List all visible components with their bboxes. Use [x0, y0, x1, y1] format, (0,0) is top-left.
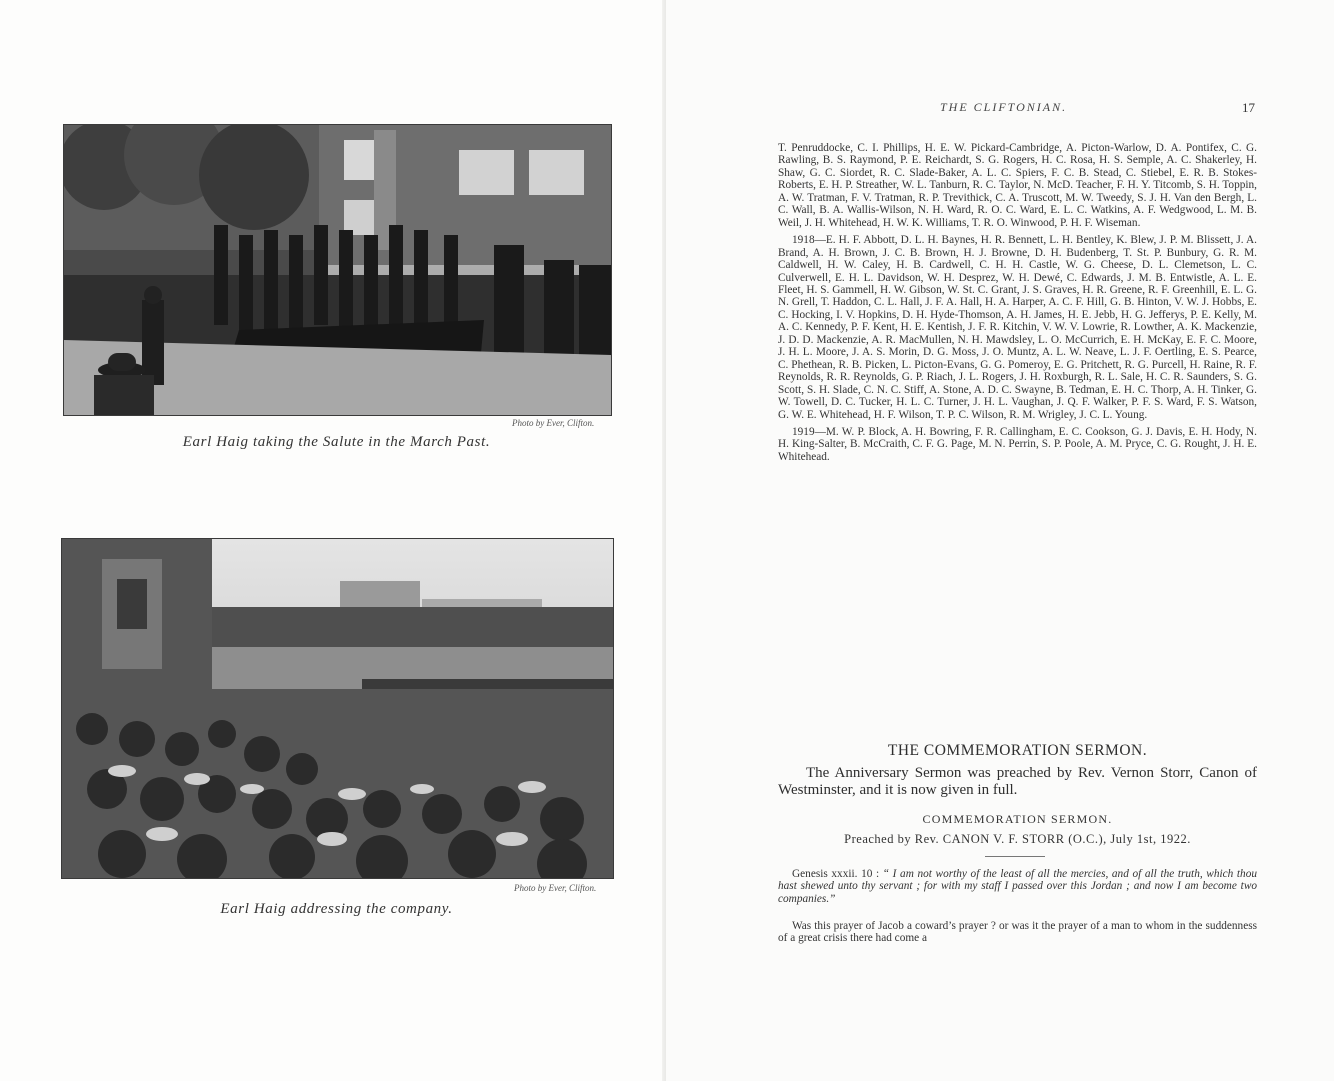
left-page: [0, 0, 666, 1081]
photo-credit-1: Photo by Ever, Clifton.: [512, 418, 595, 428]
photo-addressing-company-image: [62, 539, 613, 878]
list-paragraph-1919: 1919—M. W. P. Block, A. H. Bowring, F. R. Callingham, E. C. Cookson, G. J. Davis, E. H. Hody, N. H. King-Salter, B. McCraith, C. F. G. Page, M. N. Perrin, S. P. Poole, A. M. Pryce, C. G. Rought, J. H. E. Whitehead.: [778, 425, 1257, 463]
photo-addressing-company: [61, 538, 614, 879]
list-paragraph-1918: 1918—E. H. F. Abbott, D. L. H. Baynes, H. R. Bennett, L. H. Bentley, K. Blew, J. P. M. Blissett, J. A. Brand, A. H. Brown, J. C. B. Brown, H. J. Browne, D. H. Budenberg, T. St. P. Bunbury, G. R. M. Caldwell, H. W. Caley, H. B. Cardwell, C. H. H. Castle, W. G. Cheese, D. L. Clemetson, L. C. Culverwell, E. H. L. Davidson, W. H. Desprez, W. H. Dewé, C. Edwards, J. M. B. Entwistle, A. L. E. Fleet, H. S. Gammell, H. W. Gibson, W. St. C. Grant, J. S. Graves, H. R. Greene, R. F. Greenhill, E. L. G. N. Grell, T. Haddon, C. L. Hall, J. F. A. Hall, H. A. Harper, A. C. F. Hill, G. B. Hinton, V. W. J. Hobbs, E. C. Hocking, I. V. Hopkins, D. H. Hyde-Thomson, A. H. James, H. E. Jebb, H. G. Jefferys, P. E. Kelly, M. A. C. Kennedy, P. F. Kent, H. E. Kentish, J. F. R. Kitchin, V. W. V. Lowrie, R. Lowther, A. K. Mackenzie, J. D. D. Mackenzie, A. R. MacMullen, N. H. Mawdsley, L. O. McCurrich, E. H. McKay, E. F. C. Moore, J. H. L. Moore, J. A. S. Morin, D. G. Moss, J. O. Muntz, A. L. W. Neave, L. J. F. Oertling, E. S. Pearce, C. Phethean, R. B. Picken, L. Picton-Evans, G. G. Pomeroy, E. G. Pritchett, R. G. Purcell, H. Raine, R. F. Reynolds, R. R. Reynolds, G. P. Riach, J. L. Rogers, J. H. Roxburgh, R. L. Sale, H. C. R. Saunders, S. G. Scott, S. H. Slade, C. N. C. Stiff, A. Stone, A. D. C. Swayne, B. Tedman, E. H. C. Thorp, A. H. Tinker, G. W. Towell, D. C. Tucker, H. L. C. Turner, J. H. L. Vaughan, J. Q. F. Walker, P. F. S. Ward, F. S. Watson, G. W. E. Whitehead, H. F. Wilson, T. P. C. Wilson, R. M. Wrigley, J. C. L. Young.: [778, 234, 1257, 421]
photo-credit-2: Photo by Ever, Clifton.: [514, 883, 597, 893]
photo-march-past: [63, 124, 612, 416]
section-title: THE COMMEMORATION SERMON.: [887, 742, 1148, 759]
caption-addressing-company: Earl Haig addressing the company.: [220, 901, 453, 917]
list-paragraph-continued: T. Penruddocke, C. I. Phillips, H. E. W. Pickard-Cambridge, A. Picton-Warlow, D. A. Pontifex, C. G. Rawling, B. S. Raymond, P. E. Reichardt, S. G. Rogers, H. C. Rosa, H. S. Semple, A. C. Shakerley, H. Shaw, G. C. Siordet, R. C. Slade-Baker, A. L. C. Spiers, F. C. B. Stead, C. Stiebel, E. R. B. Stokes-Roberts, E. H. P. Streather, W. L. Tanburn, R. C. Taylor, N. McD. Teacher, F. H. Y. Titcomb, S. H. Toppin, A. W. Tratman, F. V. Tratman, R. P. Trevithick, C. A. Truscott, M. W. Tweedy, S. J. H. Van den Bergh, L. C. Wall, B. A. Wallis-Wilson, N. H. Ward, R. O. C. Ward, E. L. C. Watkins, A. F. Wedgwood, L. M. B. Weil, J. H. Whitehead, H. W. K. Williams, T. R. O. Winwood, P. H. F. Wiseman.: [778, 142, 1257, 229]
photo-march-past-image: [64, 125, 611, 415]
scripture-reference: Genesis xxxii. 10 :: [792, 868, 880, 880]
page-number: 17: [1242, 100, 1255, 115]
divider-rule: [985, 856, 1045, 857]
preached-by: Preached by Rev. CANON V. F. STORR (O.C.), July 1st, 1922.: [844, 832, 1191, 846]
caption-march-past: Earl Haig taking the Salute in the March Past.: [182, 434, 491, 450]
running-head: THE CLIFTONIAN.: [940, 100, 1068, 114]
sermon-title: COMMEMORATION SERMON.: [922, 812, 1113, 826]
intro-paragraph: The Anniversary Sermon was preached by Rev. Vernon Storr, Canon of Westminster, and it is now given in full.: [778, 765, 1257, 798]
sermon-opening: Was this prayer of Jacob a coward’s prayer ? or was it the prayer of a man to whom in the suddenness of a great crisis there had come a: [778, 920, 1257, 945]
scripture-quote: “ I am not worthy of the least of all the mercies, and of all the truth, which thou hast shewed unto thy servant ; for with my staff I passed over this Jordan ; and now I am become two companies.”: [778, 868, 1257, 905]
scripture-text: [778, 868, 1257, 905]
name-list: [778, 142, 1257, 468]
